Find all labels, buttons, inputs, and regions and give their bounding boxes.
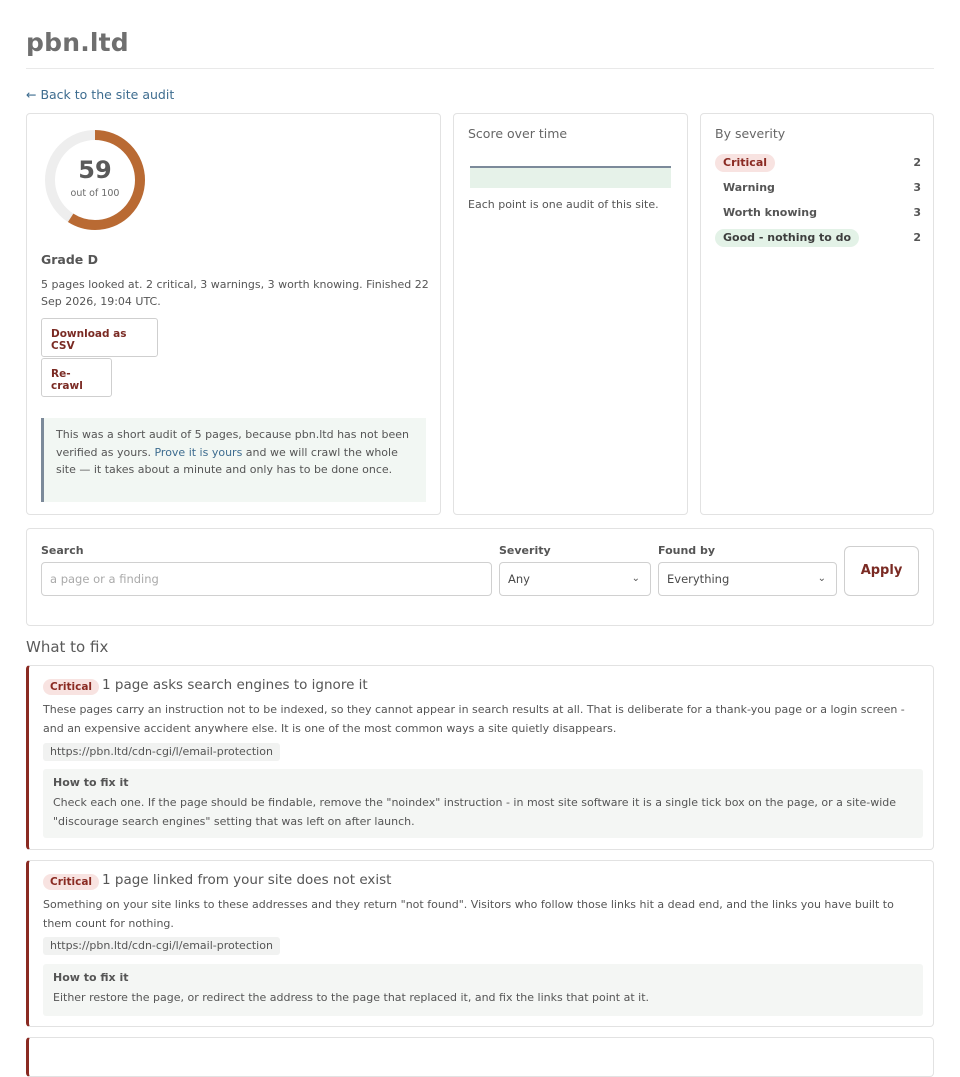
found-by-select[interactable]	[658, 562, 837, 596]
finding-card	[26, 665, 934, 850]
severity-row-critical[interactable]	[715, 154, 921, 172]
found-by-label: Found by	[658, 544, 716, 557]
severity-row-good[interactable]	[715, 229, 921, 247]
filter-bar	[26, 528, 934, 626]
severity-badge: Critical	[43, 874, 99, 890]
severity-row-warning[interactable]	[715, 179, 921, 197]
found-by-select-value: Everything	[667, 572, 730, 586]
prove-ownership-link[interactable]: Prove it is yours	[154, 445, 243, 459]
score-summary-card	[26, 113, 441, 515]
severity-label: Critical	[715, 154, 775, 172]
recrawl-button[interactable]: Re-crawl	[41, 358, 112, 397]
severity-badge: Critical	[43, 679, 99, 695]
how-to-fix-text: Check each one. If the page should be findable, remove the "noindex" instruction - in most site software it is a single tick box on the page, or a site-wide "discourage search engines" setting that was left on after launch.	[53, 796, 896, 828]
score-caption: out of 100	[70, 188, 120, 199]
severity-count: 2	[913, 231, 921, 244]
search-label: Search	[41, 544, 84, 557]
finding-card	[26, 1037, 934, 1077]
page-title: pbn.ltd	[26, 28, 129, 57]
how-to-fix-box	[43, 964, 923, 1016]
how-to-fix-heading: How to fix it	[53, 971, 129, 984]
trend-note: Each point is one audit of this site.	[468, 198, 659, 211]
title-divider	[26, 68, 934, 69]
what-to-fix-heading: What to fix	[26, 638, 109, 656]
affected-url[interactable]: https://pbn.ltd/cdn-cgi/l/email-protection	[43, 937, 280, 955]
short-audit-notice	[41, 418, 426, 502]
score-trend-card	[453, 113, 688, 515]
severity-label: Warning	[723, 181, 775, 194]
trend-heading: Score over time	[468, 126, 568, 141]
severity-heading: By severity	[715, 126, 786, 141]
search-input[interactable]: a page or a finding	[41, 562, 492, 596]
finding-description: These pages carry an instruction not to be indexed, so they cannot appear in search results at all. That is deliberate for a thank-you page or a login screen - and an expensive accident anywhere else. It is one of the most common ways a site quietly disappears.	[43, 703, 905, 735]
apply-button[interactable]: Apply	[844, 546, 919, 596]
severity-count: 3	[913, 206, 921, 219]
affected-url[interactable]: https://pbn.ltd/cdn-cgi/l/email-protection	[43, 743, 280, 761]
severity-row-worth-knowing[interactable]	[715, 204, 921, 222]
finding-title: 1 page linked from your site does not exist	[102, 872, 392, 888]
severity-count: 2	[913, 156, 921, 169]
finding-card	[26, 860, 934, 1027]
severity-select-value: Any	[508, 572, 530, 586]
trend-band	[470, 168, 671, 188]
notice-text-before: This was a short audit of 5 pages, because pbn.ltd has not been verified as yours.	[56, 428, 410, 459]
severity-select[interactable]	[499, 562, 651, 596]
chevron-down-icon: ⌄	[631, 573, 640, 584]
grade-label: Grade D	[41, 252, 99, 267]
finding-description: Something on your site links to these addresses and they return "not found". Visitors who follow those links hit a dead end, and the links you have built to them count for nothing.	[43, 898, 894, 930]
how-to-fix-box	[43, 769, 923, 838]
severity-filter-label: Severity	[499, 544, 551, 557]
how-to-fix-heading: How to fix it	[53, 776, 129, 789]
download-csv-button[interactable]: Download as CSV	[41, 318, 158, 357]
notice-text-after: and we will crawl the whole site — it takes about a minute and only has to be done once.	[56, 445, 398, 476]
chevron-down-icon: ⌄	[817, 573, 826, 584]
severity-label: Worth knowing	[723, 206, 817, 219]
severity-label: Good - nothing to do	[715, 229, 859, 247]
score-value: 59	[78, 156, 112, 184]
audit-summary-text: 5 pages looked at. 2 critical, 3 warnings, 3 worth knowing. Finished 22 Sep 2026, 19:04 UTC.	[41, 278, 429, 308]
back-to-audit-link[interactable]: ← Back to the site audit	[26, 87, 175, 102]
how-to-fix-text: Either restore the page, or redirect the address to the page that replaced it, and fix the links that point at it.	[53, 991, 649, 1004]
finding-title: 1 page asks search engines to ignore it	[102, 677, 368, 693]
severity-card	[700, 113, 934, 515]
severity-count: 3	[913, 181, 921, 194]
